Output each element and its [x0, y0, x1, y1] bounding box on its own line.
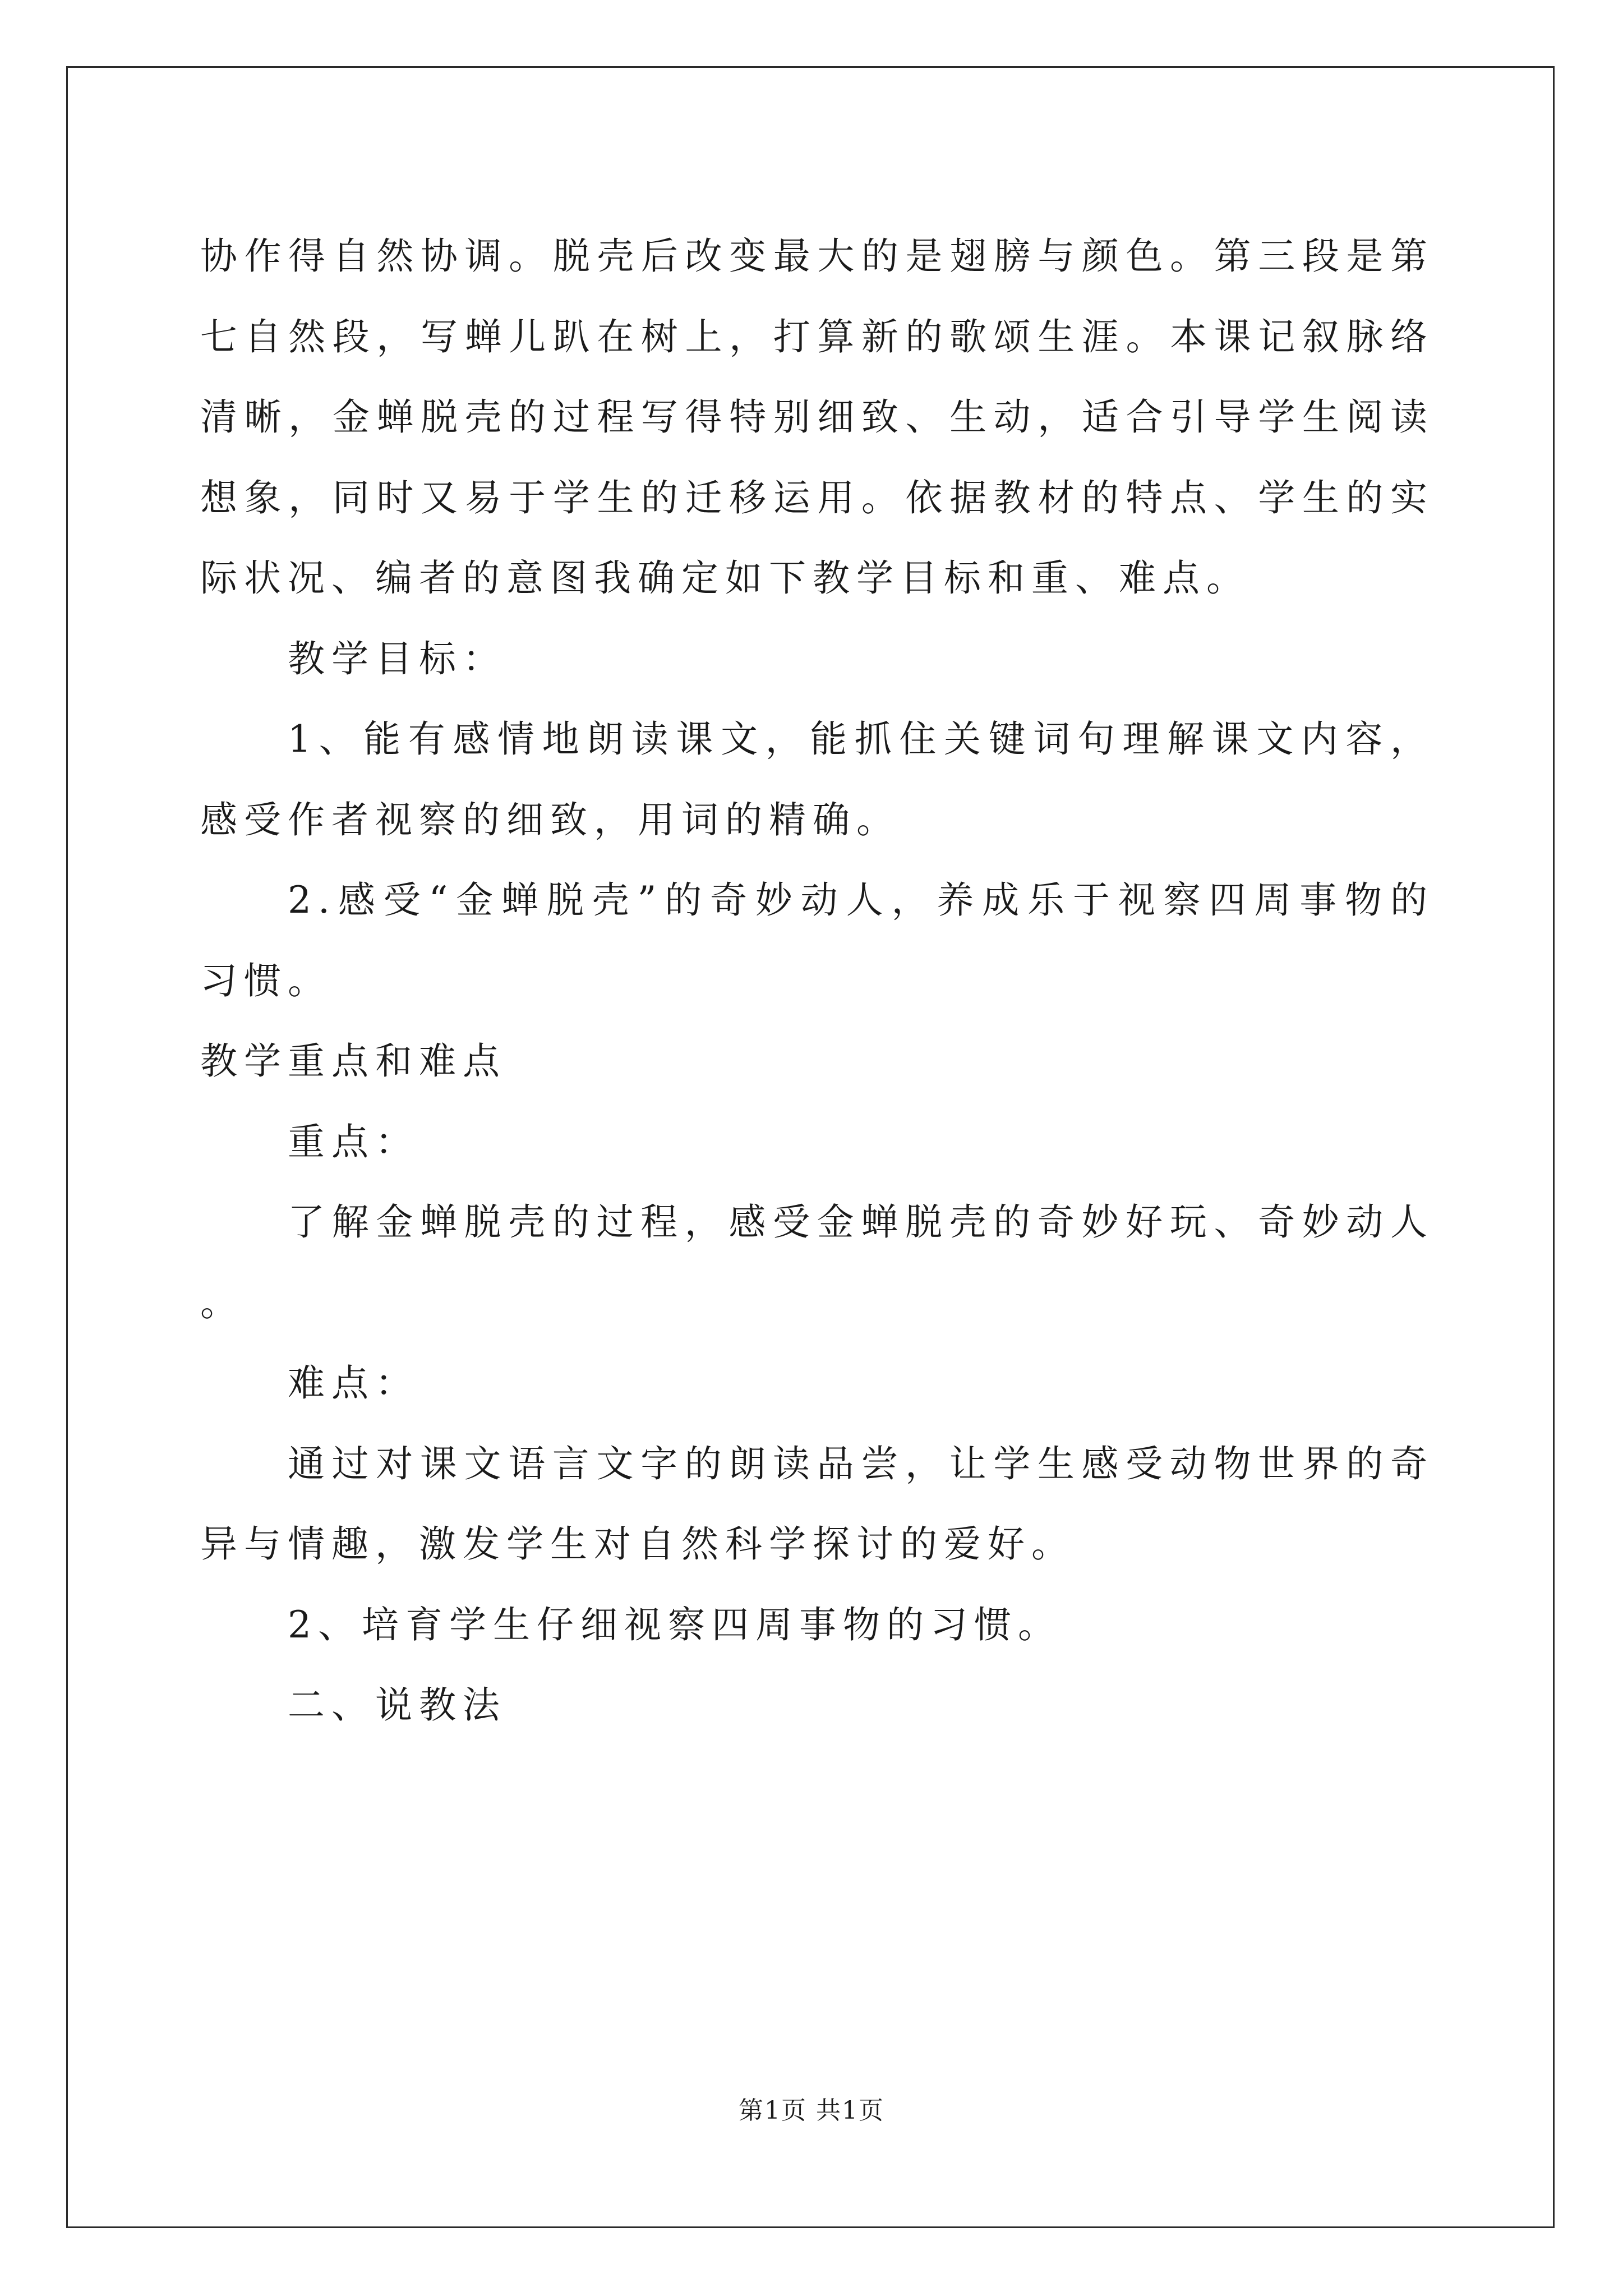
difficulties-item-2: 2、培育学生仔细视察四周事物的习惯。	[288, 1603, 1062, 1646]
heading-teaching-goals: 教学目标：	[288, 637, 506, 680]
document-body	[200, 216, 1453, 1746]
page-number-footer: 第1页 共1页	[739, 2096, 884, 2125]
label-difficulties: 难点：	[288, 1361, 419, 1405]
heading-key-points-difficulties: 教学重点和难点	[200, 1039, 506, 1083]
goal-item-1: 1、能有感情地朗读课文，能抓住关键词句理解课文内容，感受作者视察的细致，用词的精确。	[200, 717, 1434, 841]
difficulties-text: 通过对课文语言文字的朗读品尝，让学生感受动物世界的奇异与情趣，激发学生对自然科学探讨的爱好。	[200, 1442, 1434, 1566]
key-points-text: 了解金蝉脱壳的过程，感受金蝉脱壳的奇妙好玩、奇妙动人 。	[200, 1200, 1453, 1324]
paragraph-continuation: 协作得自然协调。脱壳后改变最大的是翅膀与颜色。第三段是第七自然段，写蝉儿趴在树上，打算新的歌颂生涯。本课记叙脉络清晰，金蝉脱壳的过程写得特别细致、生动，适合引导学生阅读想象，同时又易于学生的迁移运用。依据教材的特点、学生的实际状况、编者的意图我确定如下教学目标和重、难点。	[200, 234, 1434, 600]
goal-item-2: 2.感受“金蝉脱壳”的奇妙动人，养成乐于视察四周事物的习惯。	[200, 878, 1434, 1002]
label-key-points: 重点：	[288, 1120, 419, 1163]
section-heading-teaching-methods: 二、说教法	[288, 1683, 506, 1727]
